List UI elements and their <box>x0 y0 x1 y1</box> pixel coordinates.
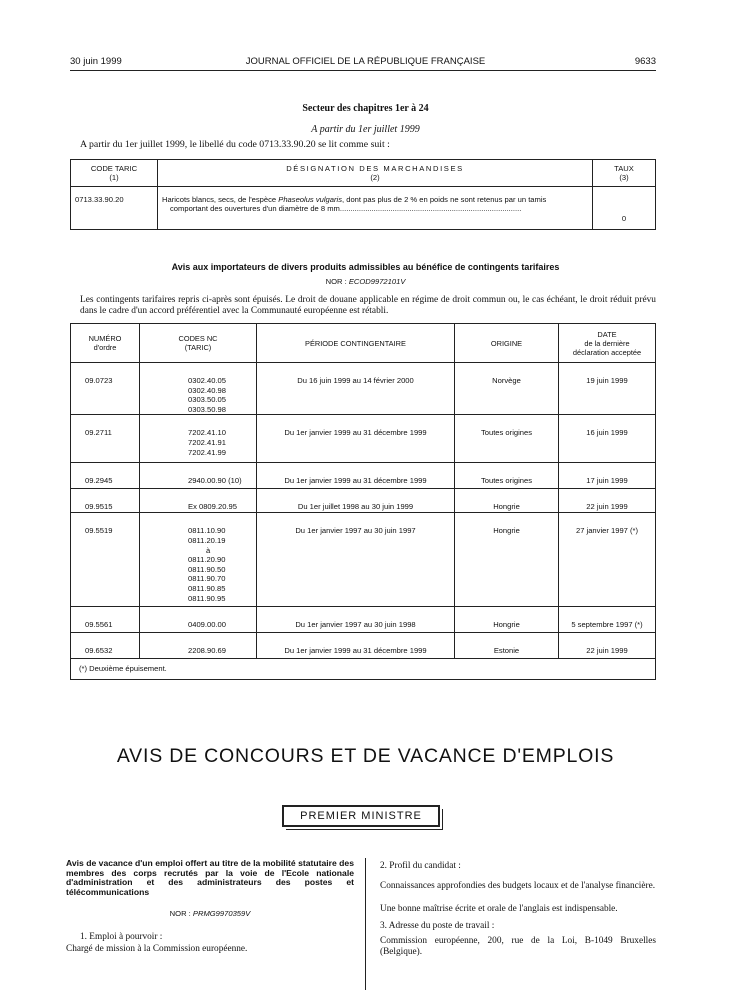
nc-code-line: 7202.41.10 <box>188 428 227 438</box>
taric-code: 0713.33.90.20 <box>71 187 158 230</box>
nc-code-line: 0302.40.98 <box>188 385 227 395</box>
nc-code-line: 7202.41.99 <box>188 447 227 457</box>
nc-code-line: 0811.90.50 <box>188 564 226 574</box>
quota-cell-numero <box>71 463 140 489</box>
quota-periode-text: Du 1er juillet 1998 au 30 juin 1999 <box>297 502 414 512</box>
quota-codes-text <box>140 633 256 656</box>
quota-numero-text: 09.5519 <box>85 526 113 536</box>
nc-code-line: 0409.00.00 <box>188 620 227 630</box>
quota-cell-periode <box>257 607 455 633</box>
quota-periode-text: Du 1er janvier 1999 au 31 décembre 1999 <box>284 476 427 486</box>
taric-table <box>70 159 656 230</box>
nc-code-line: 2208.90.69 <box>188 646 227 656</box>
page-number: 9633 <box>634 56 656 67</box>
quota-row <box>71 363 656 415</box>
quota-cell-origine <box>455 633 559 659</box>
quota-cell-numero <box>71 415 140 463</box>
quota-cell-date <box>559 363 656 415</box>
taric-header-designation: DÉSIGNATION DES MARCHANDISES (2) <box>158 160 593 187</box>
quota-periode-text: Du 1er janvier 1999 au 31 décembre 1999 <box>284 428 427 438</box>
header-numero: NUMÉRO d'ordre <box>71 324 140 363</box>
quota-row <box>71 513 656 607</box>
quota-cell-date <box>559 513 656 607</box>
nc-code-line: 0303.50.05 <box>188 395 227 405</box>
quota-numero-text: 09.6532 <box>85 646 113 656</box>
quota-cell-codes <box>140 489 257 513</box>
quota-cell-codes <box>140 463 257 489</box>
quota-origine-text: Toutes origines <box>480 428 533 438</box>
quota-cell-codes <box>140 415 257 463</box>
nc-code-line: 0811.90.95 <box>188 593 226 603</box>
header-date: DATE de la dernière déclaration acceptée <box>559 324 656 363</box>
quota-codes-text <box>140 489 256 512</box>
quota-cell-origine <box>455 489 559 513</box>
nc-code-line: 0303.50.98 <box>188 404 227 414</box>
quota-row <box>71 633 656 659</box>
quota-cell-origine <box>455 513 559 607</box>
quota-cell-codes <box>140 363 257 415</box>
journal-title: JOURNAL OFFICIEL DE LA RÉPUBLIQUE FRANÇAISE <box>245 56 486 67</box>
quota-date-text: 22 juin 1999 <box>586 646 628 656</box>
quota-date-text: 19 juin 1999 <box>586 376 628 385</box>
quota-cell-date <box>559 607 656 633</box>
quota-cell-date <box>559 415 656 463</box>
quota-row <box>71 463 656 489</box>
quota-date-text: 16 juin 1999 <box>586 428 628 438</box>
nc-code-line: 0811.10.90 <box>188 526 226 536</box>
taric-header-rate: TAUX (3) <box>593 160 656 187</box>
quota-cell-periode <box>257 363 455 415</box>
quota-cell-origine <box>455 363 559 415</box>
quota-periode-text: Du 1er janvier 1999 au 31 décembre 1999 <box>284 646 427 656</box>
quota-codes-text <box>140 463 256 486</box>
nc-code-line: 0811.90.70 <box>188 574 226 584</box>
quota-cell-numero <box>71 513 140 607</box>
quota-row <box>71 415 656 463</box>
quota-origine-text: Estonie <box>493 646 520 656</box>
nc-code-line: 0302.40.05 <box>188 376 227 385</box>
quota-cell-origine <box>455 463 559 489</box>
quota-cell-date <box>559 463 656 489</box>
quota-date-text: 22 juin 1999 <box>586 502 628 512</box>
quota-date-text: 27 janvier 1997 (*) <box>575 526 639 536</box>
quota-date-text: 17 juin 1999 <box>586 476 628 486</box>
header-origine: ORIGINE <box>455 324 559 363</box>
quota-codes-text <box>140 513 256 603</box>
quota-cell-periode <box>257 415 455 463</box>
item2-title: 2. Profil du candidat : <box>380 861 461 871</box>
quota-cell-codes <box>140 633 257 659</box>
quota-codes-text <box>140 607 256 630</box>
quota-codes-text <box>140 415 256 457</box>
header-codes: CODES NC (TARIC) <box>140 324 257 363</box>
avis-title: Avis aux importateurs de divers produits admissibles au bénéfice de contingents tarifaires <box>171 262 560 272</box>
quota-origine-text: Hongrie <box>493 526 520 536</box>
nc-code-line: 0811.90.85 <box>188 583 226 593</box>
quota-cell-periode <box>257 633 455 659</box>
nc-code-line: 0811.20.19 <box>188 535 226 545</box>
quota-cell-origine <box>455 607 559 633</box>
quota-origine-text: Norvège <box>492 376 521 385</box>
quota-cell-periode <box>257 513 455 607</box>
quota-cell-codes <box>140 513 257 607</box>
nc-code-line: à <box>206 545 211 555</box>
item1-text: Chargé de mission à la Commission européenne. <box>66 944 248 954</box>
quota-cell-numero <box>71 607 140 633</box>
section-subtitle: A partir du 1er juillet 1999 <box>311 124 420 135</box>
ministry-box: PREMIER MINISTRE <box>282 805 440 827</box>
quota-row <box>71 489 656 513</box>
item3-text: Commission européenne, 200, rue de la Loi, B-1049 Bruxelles (Belgique). <box>380 936 656 957</box>
concours-heading: AVIS DE CONCOURS ET DE VACANCE D'EMPLOIS <box>116 745 615 767</box>
quota-table <box>70 323 656 680</box>
nc-code-line: 7202.41.91 <box>188 437 227 447</box>
nc-code-line: 2940.00.90 (10) <box>188 476 242 486</box>
taric-designation: Haricots blancs, secs, de l'espèce Phaseolus vulgaris, dont pas plus de 2 % en poids ne sont retenus par un tamis comportant des ouvertures d'un diamètre de 8 mm...................................................................................... <box>158 187 593 230</box>
quota-periode-text: Du 16 juin 1999 au 14 février 2000 <box>297 376 414 385</box>
quota-cell-date <box>559 489 656 513</box>
vacance-nor: NOR : PRMG9970359V <box>169 909 251 918</box>
avis-nor: NOR : ECOD9972101V <box>325 277 406 286</box>
header-rule <box>70 70 656 71</box>
quota-row <box>71 607 656 633</box>
quota-codes-text <box>140 363 256 414</box>
item1-title: 1. Emploi à pourvoir : <box>80 932 163 942</box>
column-divider <box>365 858 366 990</box>
quota-cell-numero <box>71 633 140 659</box>
taric-header-row <box>71 160 656 187</box>
quota-cell-periode <box>257 489 455 513</box>
vacance-title: Avis de vacance d'un emploi offert au titre de la mobilité statutaire des membres des corps recrutés par la voie de l'Ecole nationale d'administration et des administrateurs des postes et télécommunications <box>66 858 354 897</box>
item2-text1: Connaissances approfondies des budgets locaux et de l'analyse financière. <box>380 881 656 891</box>
quota-numero-text: 09.2711 <box>85 428 112 438</box>
quota-origine-text: Hongrie <box>493 620 520 630</box>
quota-footnote: (*) Deuxième épuisement. <box>71 659 656 680</box>
quota-numero-text: 09.0723 <box>85 376 113 385</box>
quota-periode-text: Du 1er janvier 1997 au 30 juin 1998 <box>295 620 416 630</box>
taric-row <box>71 187 656 230</box>
quota-cell-date <box>559 633 656 659</box>
quota-origine-text: Hongrie <box>493 502 520 512</box>
quota-numero-text: 09.9515 <box>85 502 113 512</box>
quota-cell-origine <box>455 415 559 463</box>
nc-code-line: 0811.20.90 <box>188 555 226 565</box>
quota-date-text: 5 septembre 1997 (*) <box>571 620 643 630</box>
avis-text: Les contingents tarifaires repris ci-après sont épuisés. Le droit de douane applicable en régime de droit commun ou, le cas échéant, le droit réduit prévu dans le cadre d'un accord préférentiel avec la Communauté européenne est rétabli. <box>80 295 656 316</box>
item3-title: 3. Adresse du poste de travail : <box>380 921 495 931</box>
section-intro: A partir du 1er juillet 1999, le libellé du code 0713.33.90.20 se lit comme suit : <box>80 139 390 150</box>
header-periode: PÉRIODE CONTINGENTAIRE <box>257 324 455 363</box>
nc-code-line: Ex 0809.20.95 <box>188 502 237 512</box>
quota-cell-periode <box>257 463 455 489</box>
taric-header-code: CODE TARIC (1) <box>71 160 158 187</box>
quota-cell-numero <box>71 363 140 415</box>
quota-numero-text: 09.2945 <box>85 476 113 486</box>
section-title: Secteur des chapitres 1er à 24 <box>302 103 429 114</box>
taric-rate: 0 <box>593 187 656 230</box>
quota-numero-text: 09.5561 <box>85 620 113 630</box>
quota-cell-numero <box>71 489 140 513</box>
quota-header-row <box>71 324 656 363</box>
quota-periode-text: Du 1er janvier 1997 au 30 juin 1997 <box>295 526 416 536</box>
item2-text2: Une bonne maîtrise écrite et orale de l'anglais est indispensable. <box>380 904 618 914</box>
quota-footnote-row <box>71 659 656 680</box>
quota-cell-codes <box>140 607 257 633</box>
header-date: 30 juin 1999 <box>70 56 122 67</box>
quota-origine-text: Toutes origines <box>480 476 533 486</box>
